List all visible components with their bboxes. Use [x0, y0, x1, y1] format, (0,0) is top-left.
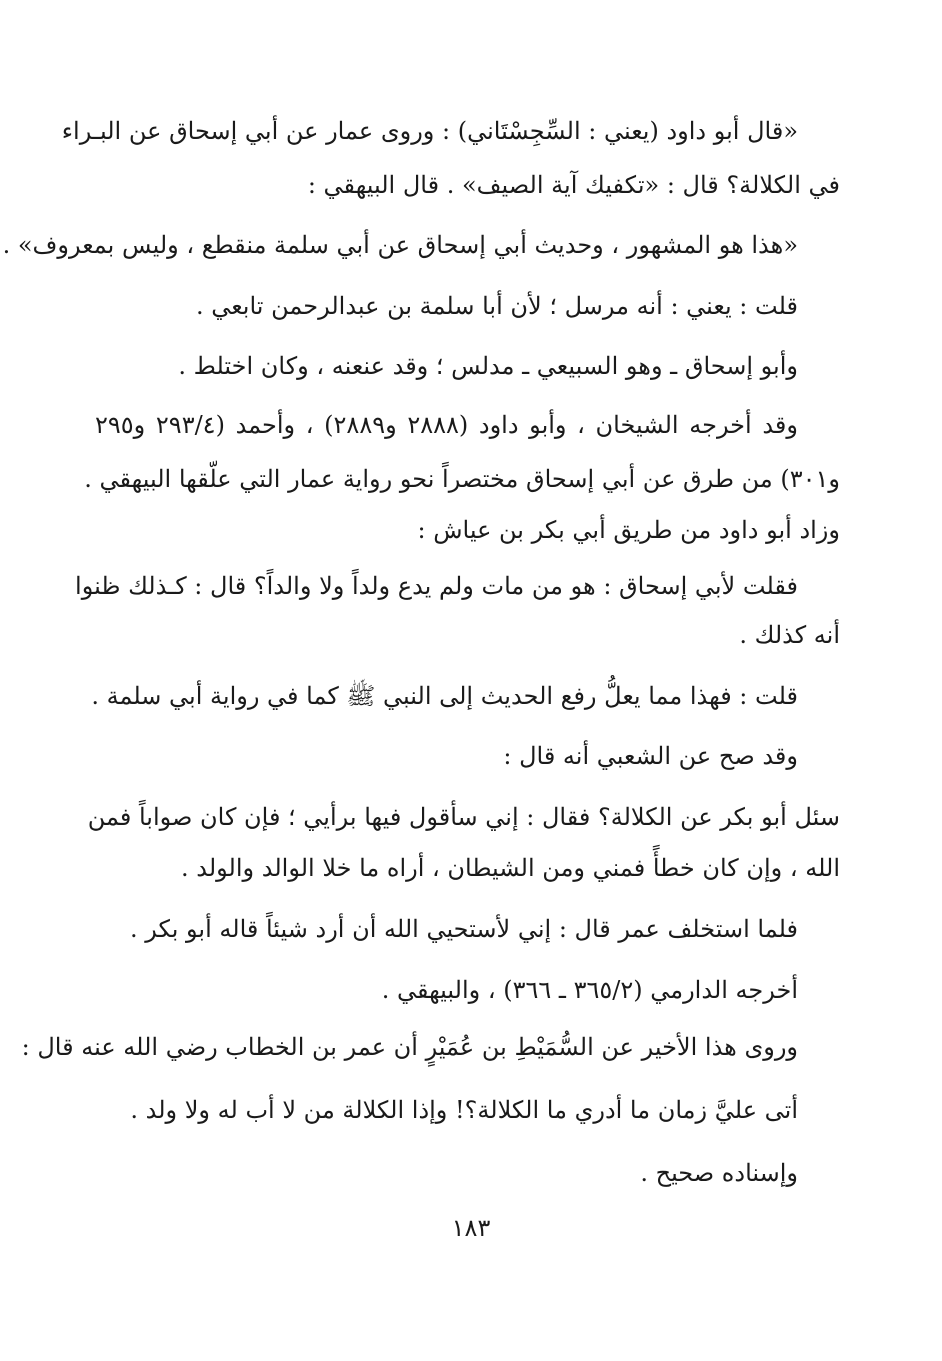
text-line: وزاد أبو داود من طريق أبي بكر بن عياش :: [417, 516, 840, 544]
text-line: في الكلالة؟ قال : «تكفيك آية الصيف» . قال البيهقي :: [307, 171, 840, 199]
text-line: وروى هذا الأخير عن السُّمَيْطِ بن عُمَيْرٍ أن عمر بن الخطاب رضي الله عنه قال :: [21, 1033, 798, 1061]
text-line: وقد أخرجه الشيخان ، وأبو داود (٢٨٨٨ و٢٨٨٩) ، وأحمد (٢٩٣/٤ و٢٩٥: [95, 411, 798, 439]
text-line: أنه كذلك .: [739, 621, 840, 649]
page-body: [2, 0, 840, 1361]
text-line: وأبو إسحاق ـ وهو السبيعي ـ مدلس ؛ وقد عنعنه ، وكان اختلط .: [178, 352, 798, 380]
text-line: سئل أبو بكر عن الكلالة؟ فقال : إني سأقول فيها برأيي ؛ فإن كان صواباً فمن: [87, 803, 840, 831]
text-line: و٣٠١) من طرق عن أبي إسحاق مختصراً نحو رواية عمار التي علّقها البيهقي .: [84, 465, 840, 493]
text-line: وإسناده صحيح .: [640, 1159, 798, 1187]
text-line: أخرجه الدارمي (٣٦٥/٢ ـ ٣٦٦) ، والبيهقي .: [381, 976, 798, 1004]
text-line: «هذا هو المشهور ، وحديث أبي إسحاق عن أبي سلمة منقطع ، وليس بمعروف» .: [2, 231, 798, 259]
text-line: وقد صح عن الشعبي أنه قال :: [503, 742, 798, 770]
text-line: أتى عليَّ زمان ما أدري ما الكلالة؟! وإذا الكلالة من لا أب له ولا ولد .: [130, 1096, 798, 1124]
text-line: «قال أبو داود (يعني : السِّجِسْتَاني) : وروى عمار عن أبي إسحاق عن البـراء: [61, 117, 798, 145]
text-line: فلما استخلف عمر قال : إني لأستحيي الله أن أرد شيئاً قاله أبو بكر .: [129, 915, 798, 943]
text-line: الله ، وإن كان خطأً فمني ومن الشيطان ، أراه ما خلا الوالد والولد .: [180, 854, 840, 882]
page-number: ١٨٣: [451, 1214, 491, 1242]
text-line: فقلت لأبي إسحاق : هو من مات ولم يدع ولداً ولا والداً؟ قال : كـذلك ظنوا: [75, 572, 798, 600]
text-line: قلت : يعني : أنه مرسل ؛ لأن أبا سلمة بن عبدالرحمن تابعي .: [195, 292, 798, 320]
text-line: قلت : فهذا مما يعلُّ رفع الحديث إلى النبي ﷺ كما في رواية أبي سلمة .: [91, 682, 798, 710]
